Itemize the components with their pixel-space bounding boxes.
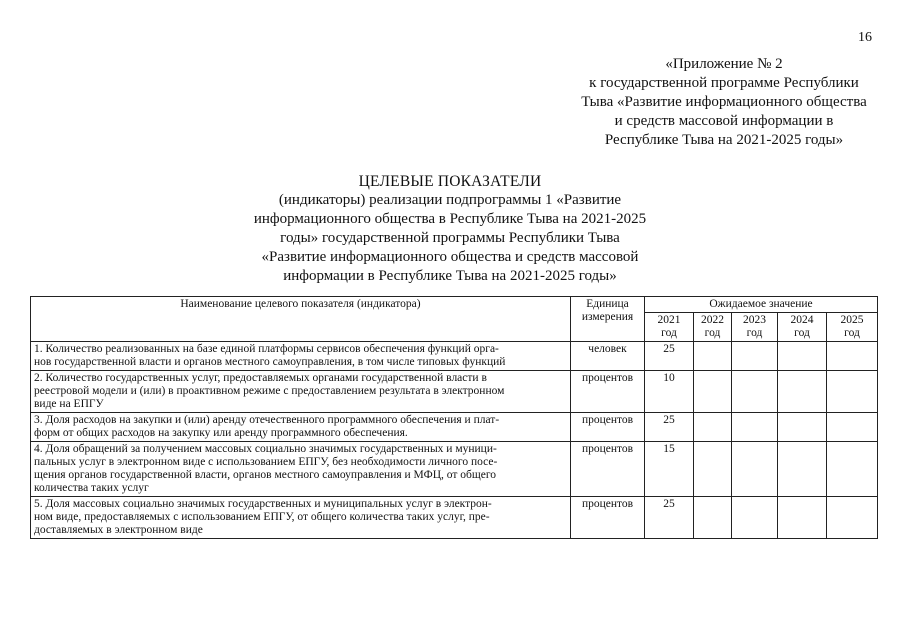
header-unit-line: измерения	[581, 311, 634, 323]
appendix-line: и средств массовой информации в	[614, 113, 834, 129]
indicator-value-2024	[778, 371, 827, 413]
indicator-unit: человек	[571, 342, 645, 371]
indicator-value-2023	[732, 413, 778, 442]
header-unit-line: Единица	[586, 298, 629, 310]
indicator-name	[31, 442, 571, 497]
subtitle-line: информации в Республике Тыва на 2021-2025 годы»	[283, 268, 617, 284]
header-year-suffix: год	[704, 327, 721, 339]
table-row	[31, 371, 878, 413]
table-row	[31, 442, 878, 497]
indicator-name-line: пальных услуг в электронном виде с использованием ЕПГУ, без необходимости личного посе-	[34, 456, 498, 468]
indicator-value-2025	[827, 497, 878, 539]
document-title-block	[200, 172, 700, 286]
header-year-suffix: год	[794, 327, 810, 339]
indicator-value-2022	[694, 497, 732, 539]
header-year-suffix: год	[844, 327, 860, 339]
indicator-name-line: количества таких услуг	[34, 482, 149, 494]
indicator-name	[31, 371, 571, 413]
indicator-unit: процентов	[571, 371, 645, 413]
indicator-value-2021: 15	[645, 442, 694, 497]
indicator-name-line: 3. Доля расходов на закупки и (или) аренду отечественного программного обеспечения и плат-	[34, 414, 500, 426]
indicator-value-2023	[732, 442, 778, 497]
indicator-value-2021: 25	[645, 342, 694, 371]
appendix-line: «Приложение № 2	[665, 56, 783, 72]
indicator-value-2024	[778, 413, 827, 442]
indicator-value-2023	[732, 371, 778, 413]
header-year-2021	[645, 313, 694, 342]
indicator-name-line: реестровой модели и (или) в проактивном режиме с предоставлением результата в электронном	[34, 385, 505, 397]
indicators-table	[30, 296, 878, 539]
indicator-value-2022	[694, 442, 732, 497]
indicator-name-line: форм от общих расходов на закупку или аренду программного обеспечения.	[34, 427, 408, 439]
indicator-unit: процентов	[571, 413, 645, 442]
indicator-name-line: нов государственной власти и органов местного самоуправления, в том числе типовых функций	[34, 356, 506, 368]
indicator-value-2025	[827, 371, 878, 413]
indicator-name	[31, 342, 571, 371]
indicator-value-2022	[694, 413, 732, 442]
indicator-value-2022	[694, 342, 732, 371]
appendix-line: Республике Тыва на 2021-2025 годы»	[604, 132, 844, 148]
indicator-value-2023	[732, 497, 778, 539]
indicator-value-2021: 10	[645, 371, 694, 413]
indicator-value-2025	[827, 342, 878, 371]
header-year-suffix: год	[746, 327, 763, 339]
indicator-name-line: 5. Доля массовых социально значимых государственных и муниципальных услуг в электрон-	[34, 498, 492, 510]
indicator-name-line: 1. Количество реализованных на базе единой платформы сервисов обеспечения функций орга-	[34, 343, 499, 355]
header-year-2024	[778, 313, 827, 342]
indicator-unit: процентов	[571, 497, 645, 539]
header-year-2025	[827, 313, 878, 342]
indicator-name-line: виде на ЕПГУ	[34, 398, 104, 410]
table-row	[31, 497, 878, 539]
subtitle-line: «Развитие информационного общества и средств массовой	[261, 249, 639, 265]
indicator-value-2025	[827, 413, 878, 442]
appendix-note	[540, 55, 905, 150]
header-year-2022	[694, 313, 732, 342]
header-year-2023	[732, 313, 778, 342]
table-row	[31, 413, 878, 442]
header-indicator-name: Наименование целевого показателя (индикатора)	[31, 297, 571, 342]
table-row	[31, 342, 878, 371]
appendix-line: Тыва «Развитие информационного общества	[581, 94, 867, 110]
indicators-body	[31, 342, 878, 539]
indicator-value-2025	[827, 442, 878, 497]
indicator-name-line: 2. Количество государственных услуг, предоставляемых органами государственной власти в	[34, 372, 487, 384]
indicator-value-2021: 25	[645, 497, 694, 539]
header-year-label: 2022	[701, 314, 724, 326]
indicator-name-line: 4. Доля обращений за получением массовых социально значимых государственных и муници-	[34, 443, 497, 455]
header-year-label: 2024	[790, 314, 814, 326]
header-year-label: 2025	[840, 314, 864, 326]
subtitle-line: годы» государственной программы Республики Тыва	[280, 230, 620, 246]
indicator-name	[31, 413, 571, 442]
subtitle-line: информационного общества в Республике Тыва на 2021-2025	[253, 211, 647, 227]
header-expected-value: Ожидаемое значение	[645, 297, 878, 313]
header-unit	[571, 297, 645, 342]
indicator-value-2022	[694, 371, 732, 413]
indicator-name-line: щения органов государственной власти, органов местного самоуправления и МФЦ, от общего	[34, 469, 497, 481]
indicator-unit: процентов	[571, 442, 645, 497]
header-year-label: 2023	[743, 314, 766, 326]
indicator-name-line: ном виде, предоставляемых с использованием ЕПГУ, от общего количества таких услуг, пре-	[34, 511, 490, 523]
indicator-value-2024	[778, 442, 827, 497]
header-year-label: 2021	[657, 314, 681, 326]
indicator-value-2021: 25	[645, 413, 694, 442]
page-number: 16	[858, 30, 872, 45]
indicator-value-2024	[778, 342, 827, 371]
subtitle-line: (индикаторы) реализации подпрограммы 1 «Развитие	[278, 192, 622, 208]
header-year-suffix: год	[661, 327, 677, 339]
document-title: ЦЕЛЕВЫЕ ПОКАЗАТЕЛИ	[358, 173, 542, 190]
indicator-name-line: доставляемых в электронном виде	[34, 524, 203, 536]
indicator-value-2023	[732, 342, 778, 371]
indicator-value-2024	[778, 497, 827, 539]
indicator-name	[31, 497, 571, 539]
appendix-line: к государственной программе Республики	[589, 75, 859, 91]
